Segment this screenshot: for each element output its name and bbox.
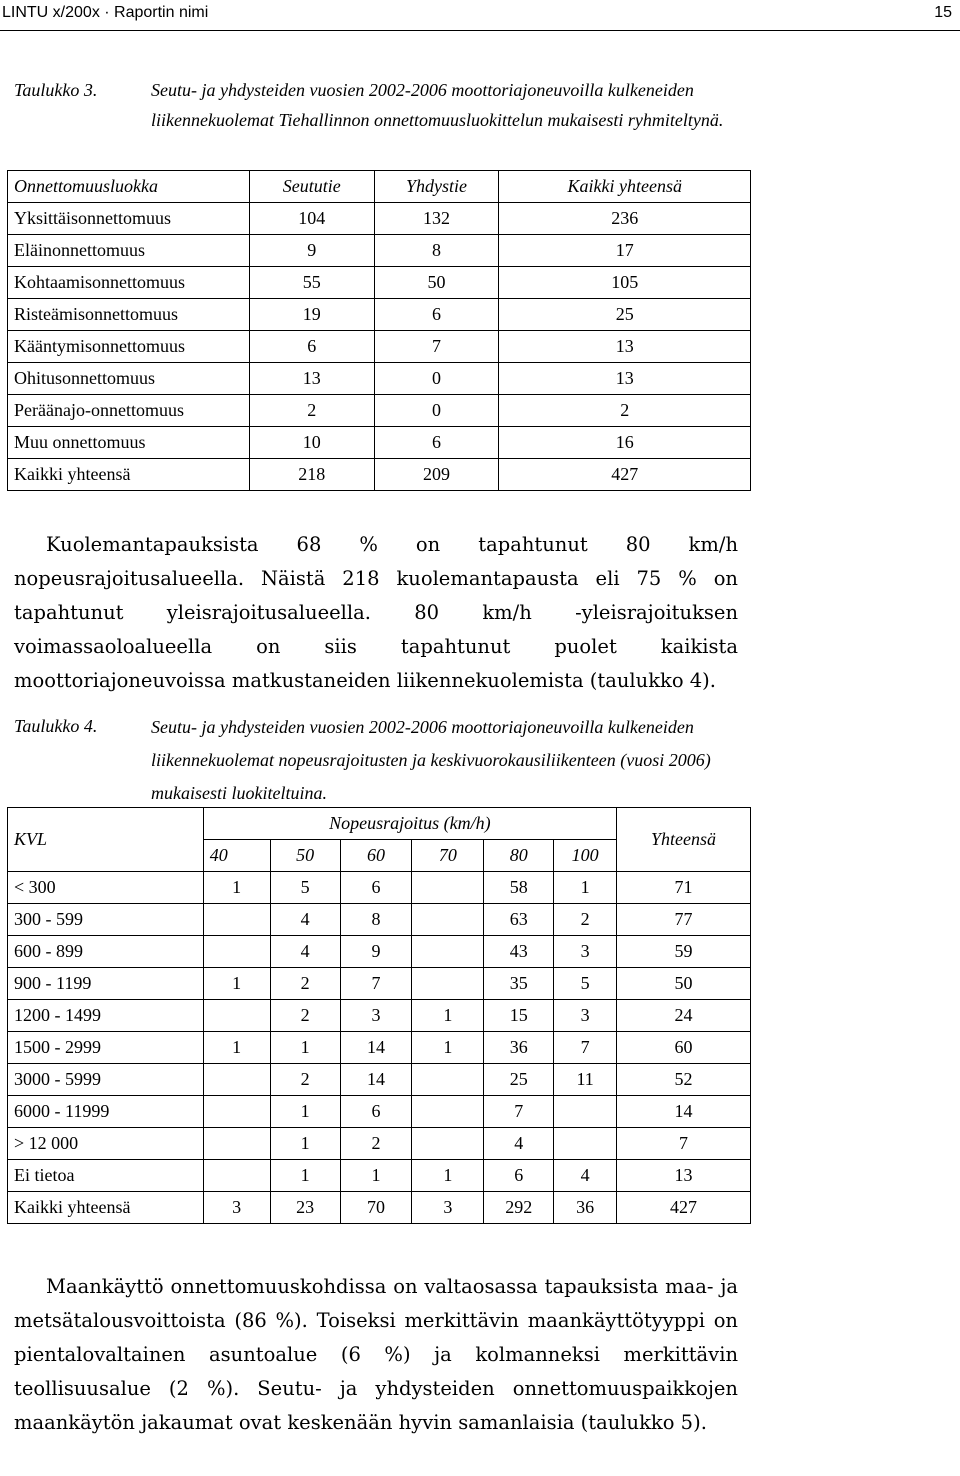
table-cell: 3 xyxy=(554,936,617,968)
table-cell: 4 xyxy=(270,904,340,936)
table-cell: 1 xyxy=(554,872,617,904)
table-cell: 13 xyxy=(499,363,751,395)
table-cell: 14 xyxy=(340,1032,412,1064)
table-cell: 427 xyxy=(499,459,751,491)
table4-caption xyxy=(14,711,754,807)
table3-label: Taulukko 3. xyxy=(14,80,98,100)
table-cell: 1 xyxy=(270,1032,340,1064)
table-cell: 300 - 599 xyxy=(8,904,204,936)
table-cell: 6 xyxy=(340,872,412,904)
table4-caption-text: Seutu- ja yhdysteiden vuosien 2002-2006 moottoriajoneuvoilla kulkeneiden liikennekuolemat nopeusrajoitusten ja keskivuorokausiliikenteen (vuosi 2006) mukaisesti luokiteltuina. xyxy=(151,717,711,803)
table-cell: 1 xyxy=(203,1032,270,1064)
table-row xyxy=(8,904,751,936)
table-cell: 55 xyxy=(249,267,374,299)
table-cell: Kaikki yhteensä xyxy=(8,459,250,491)
table-cell: 1 xyxy=(270,1128,340,1160)
table-cell: 19 xyxy=(249,299,374,331)
table-cell: 600 - 899 xyxy=(8,936,204,968)
speed-header: 70 xyxy=(412,840,484,872)
table-cell: 1 xyxy=(412,1000,484,1032)
table-cell: 1 xyxy=(340,1160,412,1192)
table-cell: Muu onnettomuus xyxy=(8,427,250,459)
table-cell: 13 xyxy=(617,1160,751,1192)
speed-header: 80 xyxy=(484,840,554,872)
table-cell xyxy=(554,1096,617,1128)
table-cell: 1 xyxy=(270,1096,340,1128)
table-cell: 14 xyxy=(340,1064,412,1096)
table-cell xyxy=(203,1096,270,1128)
table-cell: 10 xyxy=(249,427,374,459)
table-cell: 58 xyxy=(484,872,554,904)
table-cell: Eläinonnettomuus xyxy=(8,235,250,267)
table-cell: 1 xyxy=(412,1160,484,1192)
table3-col-header: Onnettomuusluokka xyxy=(8,171,250,203)
table-cell: 60 xyxy=(617,1032,751,1064)
table-row xyxy=(8,331,751,363)
table-row xyxy=(8,267,751,299)
table3-caption xyxy=(14,75,754,167)
table-cell xyxy=(554,1128,617,1160)
table-cell: 70 xyxy=(340,1192,412,1224)
table3-col-header: Yhdystie xyxy=(374,171,499,203)
table-cell: Kääntymisonnettomuus xyxy=(8,331,250,363)
table-cell: 209 xyxy=(374,459,499,491)
table-cell: 17 xyxy=(499,235,751,267)
table-cell: 35 xyxy=(484,968,554,1000)
speed-header: 100 xyxy=(554,840,617,872)
table-cell: 292 xyxy=(484,1192,554,1224)
table-row xyxy=(8,1160,751,1192)
table-row xyxy=(8,1032,751,1064)
page-number: 15 xyxy=(934,4,952,21)
table-cell xyxy=(203,1064,270,1096)
table-cell xyxy=(203,936,270,968)
table3-col-header: Seututie xyxy=(249,171,374,203)
table-cell: 6 xyxy=(484,1160,554,1192)
table-cell: 2 xyxy=(270,968,340,1000)
report-title: LINTU x/200x · Raportin nimi xyxy=(2,4,209,21)
speed-header: 50 xyxy=(270,840,340,872)
table-cell: 1500 - 2999 xyxy=(8,1032,204,1064)
table-cell: 9 xyxy=(249,235,374,267)
table-cell: 6000 - 11999 xyxy=(8,1096,204,1128)
table-cell: 1 xyxy=(203,968,270,1000)
table-row xyxy=(8,1096,751,1128)
table-row xyxy=(8,427,751,459)
table-cell: 59 xyxy=(617,936,751,968)
table-cell: 7 xyxy=(374,331,499,363)
table-cell: 23 xyxy=(270,1192,340,1224)
speed-header: 60 xyxy=(340,840,412,872)
table-cell: 4 xyxy=(484,1128,554,1160)
table-cell: 1200 - 1499 xyxy=(8,1000,204,1032)
table-cell xyxy=(203,1000,270,1032)
paragraph-2: Maankäyttö onnettomuuskohdissa on valtaosassa tapauksista maa- ja metsätalousvoittoista (86 %). Toiseksi merkittävin maankäyttötyyppi on pientalovaltainen asuntoalue (6 %) ja kolmanneksi merkittävin teollisuusalue (2 %). Seutu- ja yhdysteiden onnettomuuspaikkojen maankäytön jakaumat ovat keskenään hyvin samanlaisia (taulukko 5). xyxy=(14,1275,738,1434)
table-cell xyxy=(412,872,484,904)
table-row xyxy=(8,1000,751,1032)
table-cell xyxy=(412,1128,484,1160)
table-row xyxy=(8,1128,751,1160)
table-cell: 218 xyxy=(249,459,374,491)
table-cell: 2 xyxy=(270,1000,340,1032)
table-cell: 13 xyxy=(499,331,751,363)
table-cell: 3 xyxy=(340,1000,412,1032)
table-cell: Yksittäisonnettomuus xyxy=(8,203,250,235)
table-cell: 15 xyxy=(484,1000,554,1032)
table-row xyxy=(8,1192,751,1224)
table-cell: 71 xyxy=(617,872,751,904)
page-header xyxy=(0,0,960,31)
table-row xyxy=(8,1064,751,1096)
table-cell: 8 xyxy=(340,904,412,936)
table-cell: 13 xyxy=(249,363,374,395)
table-cell xyxy=(203,1160,270,1192)
table-row xyxy=(8,235,751,267)
table-cell: 105 xyxy=(499,267,751,299)
table3-header-row xyxy=(8,171,751,203)
table3-col-header: Kaikki yhteensä xyxy=(499,171,751,203)
table-row xyxy=(8,299,751,331)
table-cell: 0 xyxy=(374,395,499,427)
table-cell: 52 xyxy=(617,1064,751,1096)
table-cell: Ei tietoa xyxy=(8,1160,204,1192)
table-cell: 11 xyxy=(554,1064,617,1096)
kvl-header: KVL xyxy=(8,808,204,872)
table-cell xyxy=(412,968,484,1000)
table-cell: 2 xyxy=(554,904,617,936)
table-cell: 132 xyxy=(374,203,499,235)
table-cell: 1 xyxy=(270,1160,340,1192)
table-cell: 1 xyxy=(412,1032,484,1064)
table-cell: 36 xyxy=(484,1032,554,1064)
table3-caption-text: Seutu- ja yhdysteiden vuosien 2002-2006 moottoriajoneuvoilla kulkeneiden liikennekuolemat Tiehallinnon onnettomuusluokittelun mukaisesti ryhmiteltynä. xyxy=(151,80,724,130)
table3 xyxy=(7,170,751,491)
table-row xyxy=(8,936,751,968)
table-cell xyxy=(412,1064,484,1096)
table-cell: Peräänajo-onnettomuus xyxy=(8,395,250,427)
speed-group-header: Nopeusrajoitus (km/h) xyxy=(203,808,616,840)
table-row xyxy=(8,203,751,235)
table-cell: 3 xyxy=(203,1192,270,1224)
table-cell: 4 xyxy=(270,936,340,968)
table-cell: Ohitusonnettomuus xyxy=(8,363,250,395)
total-header: Yhteensä xyxy=(617,808,751,872)
table-row xyxy=(8,968,751,1000)
table4-label: Taulukko 4. xyxy=(14,716,98,736)
table-cell: 7 xyxy=(554,1032,617,1064)
table-cell: 900 - 1199 xyxy=(8,968,204,1000)
table-cell: 5 xyxy=(554,968,617,1000)
table-cell: 104 xyxy=(249,203,374,235)
table-cell: 6 xyxy=(340,1096,412,1128)
table-row xyxy=(8,363,751,395)
table-cell: 7 xyxy=(484,1096,554,1128)
table-cell: 77 xyxy=(617,904,751,936)
table-cell xyxy=(412,936,484,968)
table-cell: 3000 - 5999 xyxy=(8,1064,204,1096)
table-cell: 43 xyxy=(484,936,554,968)
table-cell: 25 xyxy=(484,1064,554,1096)
table-cell xyxy=(412,904,484,936)
table-cell: 6 xyxy=(374,299,499,331)
table-row xyxy=(8,872,751,904)
table-cell: 50 xyxy=(617,968,751,1000)
table-cell: 2 xyxy=(249,395,374,427)
paragraph-1: Kuolemantapauksista 68 % on tapahtunut 80 km/h nopeusrajoitusalueella. Näistä 218 kuolemantapausta eli 75 % on tapahtunut yleisrajoitusalueella. 80 km/h -yleisrajoituksen voimassaoloalueella on siis tapahtunut puolet kaikista moottoriajoneuvoissa matkustaneiden liikennekuolemista (taulukko 4). xyxy=(14,533,738,692)
table-cell: < 300 xyxy=(8,872,204,904)
table-cell: 5 xyxy=(270,872,340,904)
table-cell: 50 xyxy=(374,267,499,299)
table-cell: 427 xyxy=(617,1192,751,1224)
table-cell: 236 xyxy=(499,203,751,235)
table-cell: 2 xyxy=(270,1064,340,1096)
table-cell: 4 xyxy=(554,1160,617,1192)
table-cell xyxy=(412,1096,484,1128)
table-cell: Risteämisonnettomuus xyxy=(8,299,250,331)
table4 xyxy=(7,807,751,1224)
table-cell: 25 xyxy=(499,299,751,331)
speed-header: 40 xyxy=(203,840,270,872)
table-cell: Kaikki yhteensä xyxy=(8,1192,204,1224)
table-cell: 7 xyxy=(340,968,412,1000)
table-cell xyxy=(203,904,270,936)
table-cell: 6 xyxy=(249,331,374,363)
table-cell: 24 xyxy=(617,1000,751,1032)
table-cell: 6 xyxy=(374,427,499,459)
table-cell: 8 xyxy=(374,235,499,267)
table-row xyxy=(8,395,751,427)
table-cell: 1 xyxy=(203,872,270,904)
table-cell: 16 xyxy=(499,427,751,459)
table-cell: Kohtaamisonnettomuus xyxy=(8,267,250,299)
table-cell: 2 xyxy=(499,395,751,427)
table-cell: 14 xyxy=(617,1096,751,1128)
table-cell: 7 xyxy=(617,1128,751,1160)
table-cell: 3 xyxy=(554,1000,617,1032)
table-cell xyxy=(203,1128,270,1160)
table-cell: 2 xyxy=(340,1128,412,1160)
table-row xyxy=(8,459,751,491)
table-cell: 0 xyxy=(374,363,499,395)
table-cell: 3 xyxy=(412,1192,484,1224)
table-cell: 36 xyxy=(554,1192,617,1224)
table-cell: > 12 000 xyxy=(8,1128,204,1160)
table-cell: 9 xyxy=(340,936,412,968)
table-cell: 63 xyxy=(484,904,554,936)
